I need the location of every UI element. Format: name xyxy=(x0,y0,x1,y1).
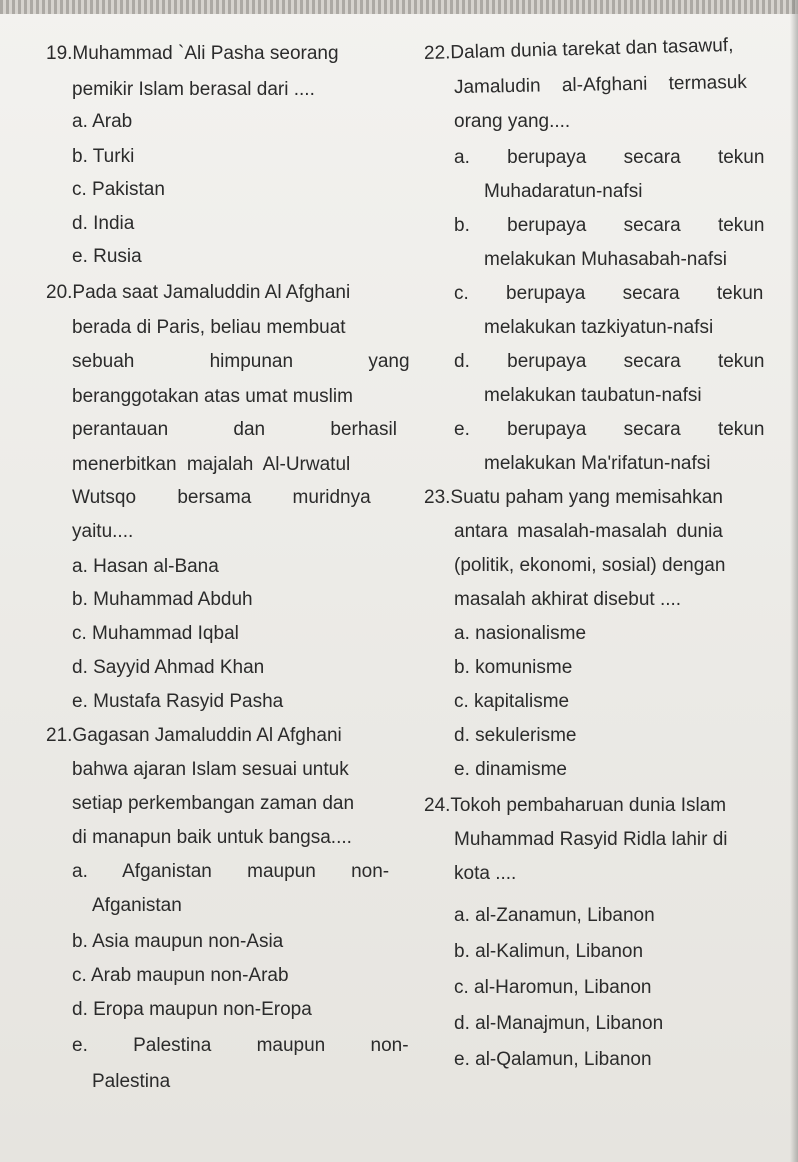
option-d[interactable]: d. Sayyid Ahmad Khan xyxy=(72,657,265,678)
option-e[interactable]: e. dinamisme xyxy=(454,759,567,780)
option-e[interactable]: e. Palestina maupun non- xyxy=(72,1035,409,1056)
option-a[interactable]: a. Arab xyxy=(72,111,133,132)
question-22-line: Jamaludin al-Afghani termasuk xyxy=(453,71,747,98)
question-21-line: setiap perkembangan zaman dan xyxy=(72,793,355,814)
question-21-line: di manapun baik untuk bangsa.... xyxy=(72,827,352,848)
question-20-line: sebuah himpunan yang xyxy=(72,351,410,372)
question-23-line: (politik, ekonomi, sosial) dengan xyxy=(454,555,726,576)
option-a[interactable]: a. al-Zanamun, Libanon xyxy=(454,905,655,926)
question-20-line: beranggotakan atas umat muslim xyxy=(72,386,353,407)
option-e[interactable]: e. Rusia xyxy=(72,246,142,267)
option-a[interactable]: a. Hasan al-Bana xyxy=(72,556,219,577)
option-b[interactable]: b. berupaya secara tekun xyxy=(454,215,765,236)
option-d[interactable]: d. berupaya secara tekun xyxy=(454,351,765,372)
option-c[interactable]: c. Muhammad Iqbal xyxy=(72,623,239,644)
option-a[interactable]: a. berupaya secara tekun xyxy=(454,147,765,168)
option-e[interactable]: e. berupaya secara tekun xyxy=(454,419,765,440)
option-c-continued: melakukan tazkiyatun-nafsi xyxy=(484,317,714,338)
option-b[interactable]: b. Turki xyxy=(72,146,135,167)
option-b-continued: melakukan Muhasabah-nafsi xyxy=(484,249,727,270)
question-20-line: yaitu.... xyxy=(72,521,134,542)
question-20-line: menerbitkan majalah Al-Urwatul xyxy=(72,454,351,475)
question-20-line: perantauan dan berhasil xyxy=(72,419,397,440)
option-b[interactable]: b. al-Kalimun, Libanon xyxy=(454,941,644,962)
option-d-continued: melakukan taubatun-nafsi xyxy=(484,385,702,406)
question-20-line: berada di Paris, beliau membuat xyxy=(72,317,346,338)
option-c[interactable]: c. kapitalisme xyxy=(454,691,570,712)
page-right-shadow xyxy=(790,0,798,1162)
question-20-line: Wutsqo bersama muridnya xyxy=(72,487,371,508)
option-d[interactable]: d. sekulerisme xyxy=(454,725,577,746)
question-21-line: bahwa ajaran Islam sesuai untuk xyxy=(72,759,349,780)
question-22-line: orang yang.... xyxy=(454,111,571,132)
question-23-line: masalah akhirat disebut .... xyxy=(454,589,682,610)
question-19-line: pemikir Islam berasal dari .... xyxy=(72,79,315,100)
page-top-edge xyxy=(0,0,798,14)
question-19-line: 19.Muhammad `Ali Pasha seorang xyxy=(46,43,339,64)
option-c[interactable]: c. al-Haromun, Libanon xyxy=(454,977,652,998)
option-a-continued: Afganistan xyxy=(92,895,182,916)
question-21-line: 21.Gagasan Jamaluddin Al Afghani xyxy=(46,725,342,746)
option-b[interactable]: b. Muhammad Abduh xyxy=(72,589,253,610)
option-c[interactable]: c. Pakistan xyxy=(72,179,165,200)
option-c[interactable]: c. Arab maupun non-Arab xyxy=(72,965,289,986)
option-a[interactable]: a. nasionalisme xyxy=(454,623,587,644)
question-22-line: 22.Dalam dunia tarekat dan tasawuf, xyxy=(423,34,734,64)
option-d[interactable]: d. Eropa maupun non-Eropa xyxy=(72,999,312,1020)
option-d[interactable]: d. India xyxy=(72,213,135,234)
option-e[interactable]: e. al-Qalamun, Libanon xyxy=(454,1049,652,1070)
option-d[interactable]: d. al-Manajmun, Libanon xyxy=(454,1013,664,1034)
question-24-line: kota .... xyxy=(454,863,517,884)
question-23-line: antara masalah-masalah dunia xyxy=(454,521,723,542)
option-e[interactable]: e. Mustafa Rasyid Pasha xyxy=(72,691,284,712)
question-24-line: 24.Tokoh pembaharuan dunia Islam xyxy=(424,795,727,816)
option-b[interactable]: b. komunisme xyxy=(454,657,573,678)
question-24-line: Muhammad Rasyid Ridla lahir di xyxy=(454,829,728,850)
option-a-continued: Muhadaratun-nafsi xyxy=(484,181,643,202)
option-c[interactable]: c. berupaya secara tekun xyxy=(454,283,764,304)
option-a[interactable]: a. Afganistan maupun non- xyxy=(72,861,390,882)
option-e-continued: melakukan Ma'rifatun-nafsi xyxy=(484,453,711,474)
question-20-line: 20.Pada saat Jamaluddin Al Afghani xyxy=(46,282,351,303)
option-e-continued: Palestina xyxy=(92,1071,171,1092)
question-23-line: 23.Suatu paham yang memisahkan xyxy=(424,487,723,508)
option-b[interactable]: b. Asia maupun non-Asia xyxy=(72,931,284,952)
